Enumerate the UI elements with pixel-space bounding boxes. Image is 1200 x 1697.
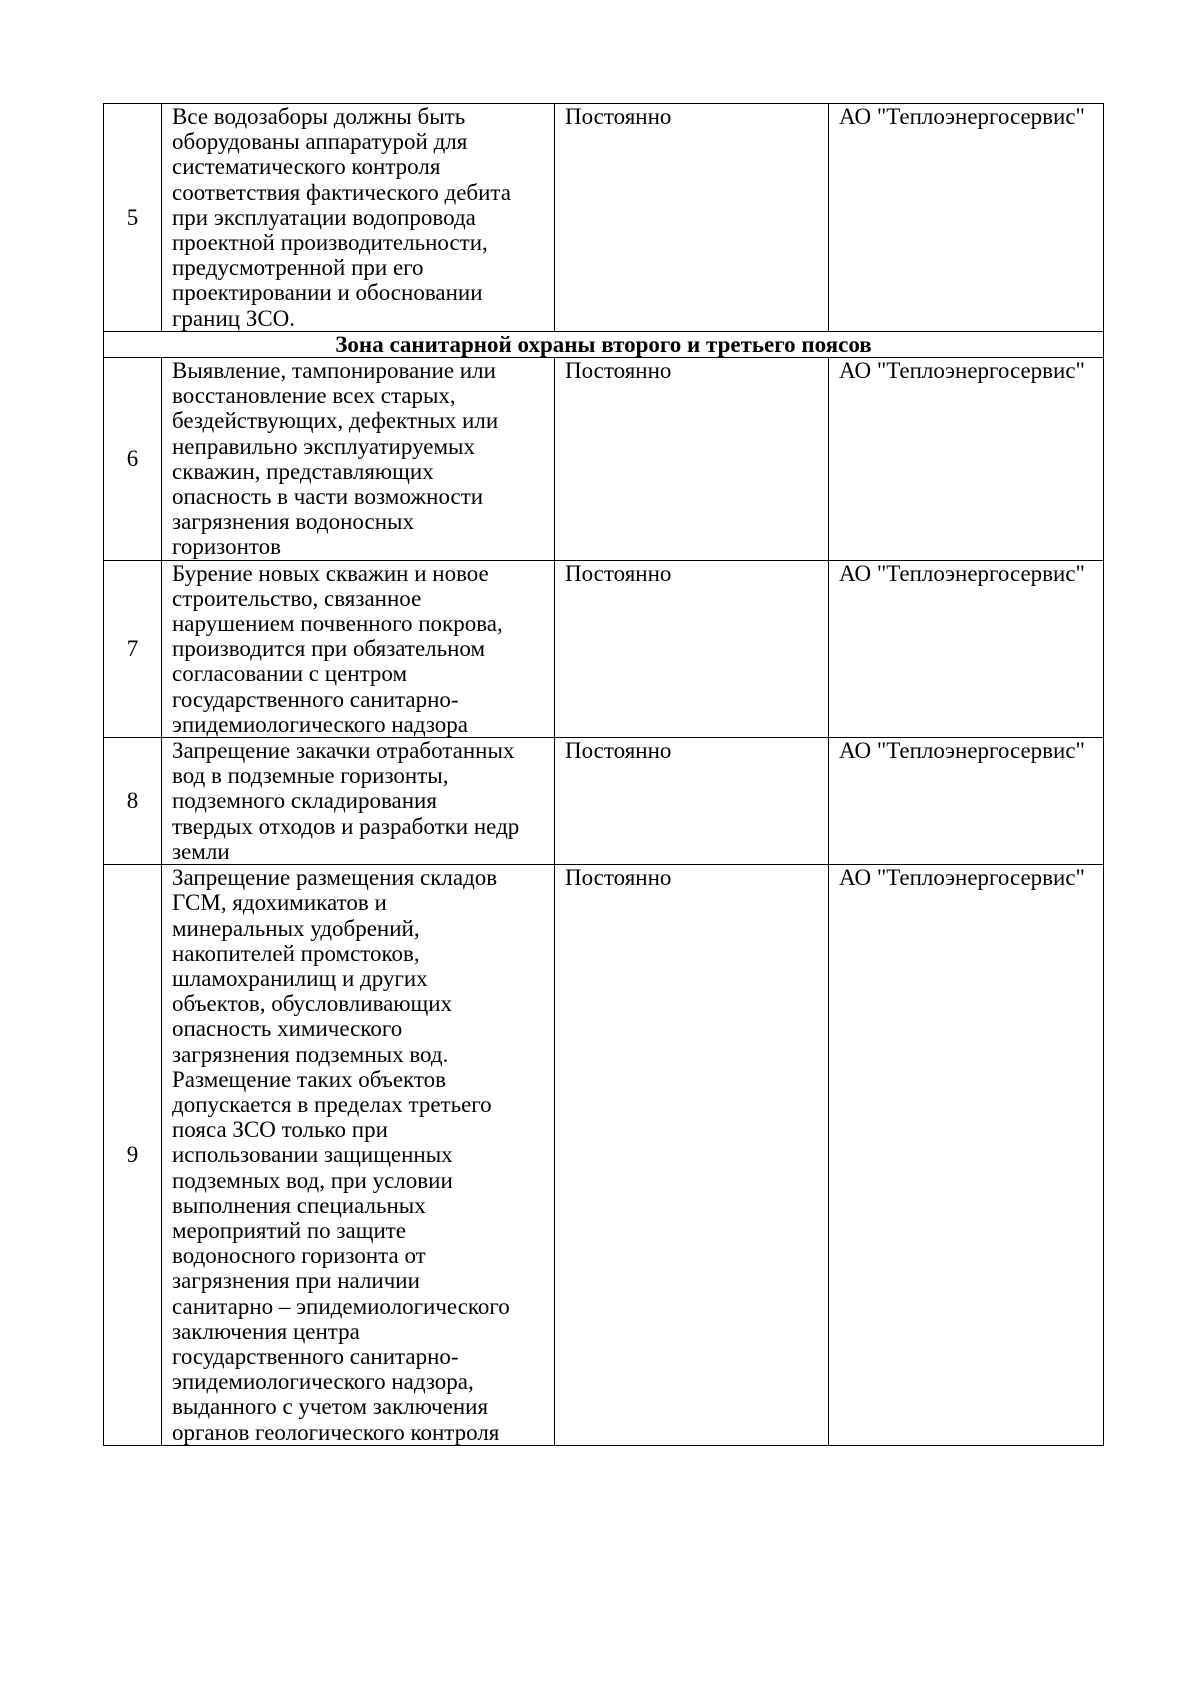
measures-table xyxy=(103,103,1104,1446)
measure-term: Постоянно xyxy=(555,104,829,332)
measure-description: Бурение новых скважин и новое строительство, связанное нарушением почвенного покрова, производится при обязательном согласовании с центром государственного санитарно- эпидемиологического надзора xyxy=(162,560,555,737)
section-heading-row xyxy=(104,331,1104,357)
row-number: 7 xyxy=(104,560,162,737)
measure-responsible: АО "Теплоэнергосервис" xyxy=(829,738,1104,865)
section-heading: Зона санитарной охраны второго и третьего поясов xyxy=(104,331,1104,357)
measure-responsible: АО "Теплоэнергосервис" xyxy=(829,560,1104,737)
row-number: 9 xyxy=(104,865,162,1446)
measure-term: Постоянно xyxy=(555,865,829,1446)
measure-description: Все водозаборы должны быть оборудованы аппаратурой для систематического контроля соответствия фактического дебита при эксплуатации водопровода проектной производительности, предусмотренной при его проектировании и обосновании границ ЗСО. xyxy=(162,104,555,332)
measure-description: Запрещение закачки отработанных вод в подземные горизонты, подземного складирования твердых отходов и разработки недр земли xyxy=(162,738,555,865)
measure-term: Постоянно xyxy=(555,738,829,865)
measure-responsible: АО "Теплоэнергосервис" xyxy=(829,358,1104,561)
measure-term: Постоянно xyxy=(555,358,829,561)
table-row xyxy=(104,738,1104,865)
measure-responsible: АО "Теплоэнергосервис" xyxy=(829,865,1104,1446)
measure-description: Запрещение размещения складов ГСМ, ядохимикатов и минеральных удобрений, накопителей промстоков, шламохранилищ и других объектов, обусловливающих опасность химического загрязнения подземных вод. Размещение таких объектов допускается в пределах третьего пояса ЗСО только при использовании защищенных подземных вод, при условии выполнения специальных мероприятий по защите водоносного горизонта от загрязнения при наличии санитарно – эпидемиологического заключения центра государственного санитарно- эпидемиологического надзора, выданного с учетом заключения органов геологического контроля xyxy=(162,865,555,1446)
table-row xyxy=(104,865,1104,1446)
row-number: 6 xyxy=(104,358,162,561)
table-row xyxy=(104,560,1104,737)
measure-description: Выявление, тампонирование или восстановление всех старых, бездействующих, дефектных или неправильно эксплуатируемых скважин, представляющих опасность в части возможности загрязнения водоносных горизонтов xyxy=(162,358,555,561)
row-number: 8 xyxy=(104,738,162,865)
row-number: 5 xyxy=(104,104,162,332)
table-row xyxy=(104,104,1104,332)
measure-responsible: АО "Теплоэнергосервис" xyxy=(829,104,1104,332)
table-row xyxy=(104,358,1104,561)
measure-term: Постоянно xyxy=(555,560,829,737)
